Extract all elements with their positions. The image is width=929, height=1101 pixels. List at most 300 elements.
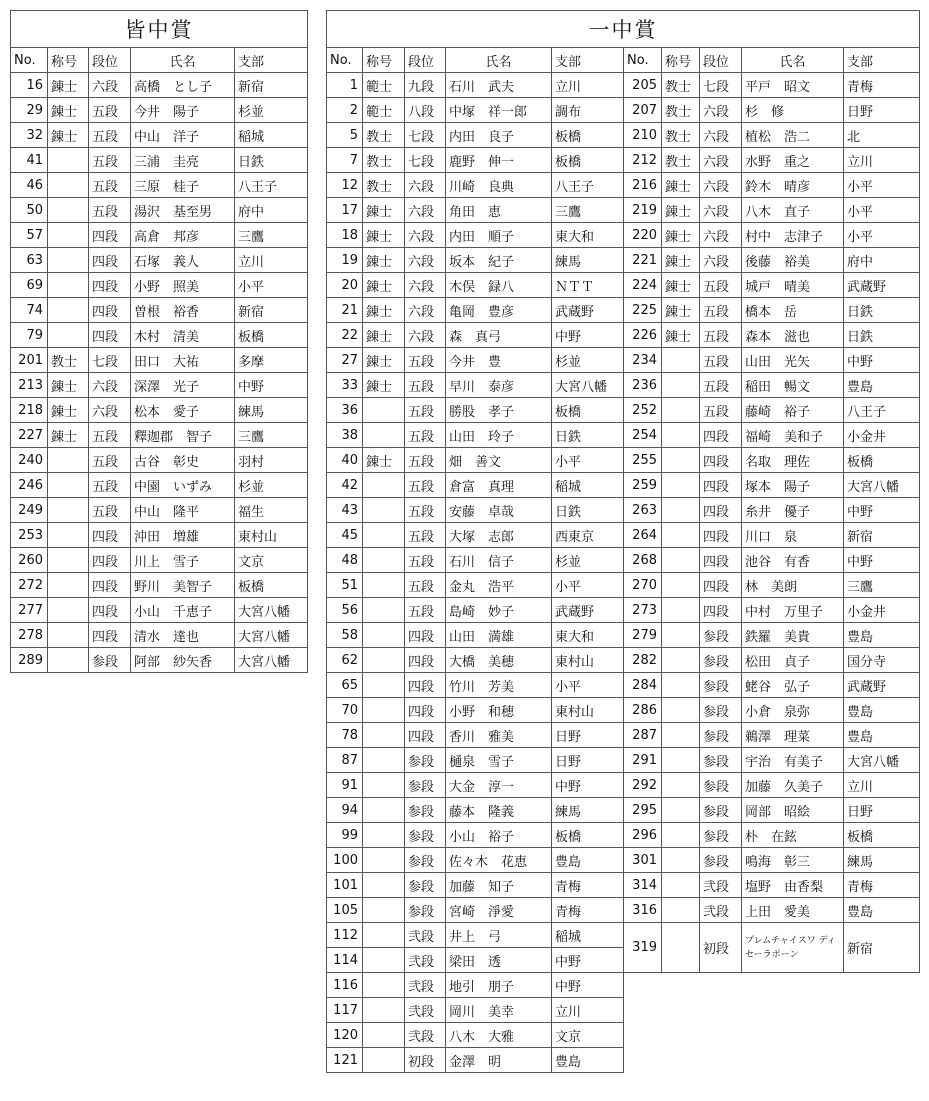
- cell-branch: 豊島: [844, 698, 920, 723]
- cell-no: 36: [327, 398, 363, 423]
- cell-branch: 立川: [552, 73, 624, 98]
- cell-branch: 調布: [552, 98, 624, 123]
- cell-no: 263: [624, 498, 662, 523]
- cell-no: 218: [11, 398, 48, 423]
- kaichu-award-table: [10, 10, 308, 673]
- cell-no: 234: [624, 348, 662, 373]
- cell-rank: 五段: [405, 523, 446, 548]
- cell-branch: 八王子: [235, 173, 308, 198]
- cell-no: 16: [11, 73, 48, 98]
- cell-name: 川口 泉: [742, 523, 844, 548]
- cell-branch: 中野: [552, 773, 624, 798]
- table-row: [327, 498, 920, 523]
- cell-rank: 参段: [405, 873, 446, 898]
- cell-title: 教士: [662, 98, 700, 123]
- cell-no: 78: [327, 723, 363, 748]
- cell-rank: 五段: [700, 298, 742, 323]
- cell-name: 森 真弓: [446, 323, 552, 348]
- cell-title: 錬士: [662, 198, 700, 223]
- cell-name: 内田 順子: [446, 223, 552, 248]
- cell-title: [662, 773, 700, 798]
- cell-rank: 六段: [405, 223, 446, 248]
- cell-name: 加藤 久美子: [742, 773, 844, 798]
- cell-name: 福崎 美和子: [742, 423, 844, 448]
- cell-title: 教士: [662, 73, 700, 98]
- cell-title: [48, 598, 89, 623]
- cell-branch: 青梅: [552, 898, 624, 923]
- cell-title: [48, 473, 89, 498]
- cell-rank: 五段: [405, 498, 446, 523]
- cell-rank: 五段: [89, 123, 131, 148]
- cell-name: 山田 光矢: [742, 348, 844, 373]
- cell-no: 216: [624, 173, 662, 198]
- cell-branch: 日鉄: [552, 498, 624, 523]
- cell-rank: 四段: [405, 623, 446, 648]
- cell-title: 教士: [363, 173, 405, 198]
- cell-name: 清水 達也: [131, 623, 235, 648]
- cell-name: 中園 いずみ: [131, 473, 235, 498]
- cell-title: [48, 248, 89, 273]
- cell-branch: 板橋: [235, 573, 308, 598]
- cell-rank: 参段: [700, 673, 742, 698]
- table-row: [327, 523, 920, 548]
- cell-branch: 小平: [844, 223, 920, 248]
- cell-rank: 参段: [405, 823, 446, 848]
- cell-branch: 多摩: [235, 348, 308, 373]
- cell-branch: 武蔵野: [552, 598, 624, 623]
- cell-rank: 参段: [700, 773, 742, 798]
- cell-no: 41: [11, 148, 48, 173]
- cell-rank: 四段: [405, 648, 446, 673]
- cell-name: 中塚 祥一郎: [446, 98, 552, 123]
- cell-title: [662, 923, 700, 973]
- cell-name: 平戸 昭文: [742, 73, 844, 98]
- cell-branch: 日鉄: [235, 148, 308, 173]
- cell-title: [363, 648, 405, 673]
- cell-no: 278: [11, 623, 48, 648]
- cell-name: 上田 愛美: [742, 898, 844, 923]
- cell-rank: 四段: [700, 573, 742, 598]
- cell-no: 45: [327, 523, 363, 548]
- cell-rank: 弐段: [405, 923, 446, 948]
- cell-no: 65: [327, 673, 363, 698]
- cell-name: 金丸 浩平: [446, 573, 552, 598]
- header-rank: 段位: [700, 48, 742, 73]
- cell-rank: 五段: [405, 448, 446, 473]
- cell-name: プレムチャイスワ ディ セーラポーン: [742, 923, 844, 973]
- table-row: [327, 623, 920, 648]
- cell-title: 錬士: [662, 173, 700, 198]
- cell-rank: 弐段: [405, 973, 446, 998]
- cell-name: 竹川 芳美: [446, 673, 552, 698]
- cell-title: [662, 398, 700, 423]
- cell-title: [363, 1023, 405, 1048]
- cell-branch: 豊島: [844, 898, 920, 923]
- cell-name: 三原 桂子: [131, 173, 235, 198]
- cell-branch: 新宿: [235, 73, 308, 98]
- cell-rank: 五段: [700, 323, 742, 348]
- table-row: [327, 423, 920, 448]
- cell-title: [363, 598, 405, 623]
- cell-branch: 練馬: [235, 398, 308, 423]
- cell-branch: 練馬: [552, 248, 624, 273]
- cell-branch: 杉並: [235, 98, 308, 123]
- cell-no: 74: [11, 298, 48, 323]
- header-branch: 支部: [235, 48, 308, 73]
- cell-title: [363, 873, 405, 898]
- cell-no: 33: [327, 373, 363, 398]
- table-row: [11, 273, 308, 298]
- cell-branch: 府中: [235, 198, 308, 223]
- cell-no: 301: [624, 848, 662, 873]
- cell-no: 236: [624, 373, 662, 398]
- cell-branch: 東大和: [552, 223, 624, 248]
- cell-rank: 参段: [700, 648, 742, 673]
- cell-rank: 五段: [405, 348, 446, 373]
- cell-name: 中村 万里子: [742, 598, 844, 623]
- cell-rank: 五段: [89, 173, 131, 198]
- cell-branch: ＮＴＴ: [552, 273, 624, 298]
- cell-title: 錬士: [662, 223, 700, 248]
- table-row: [11, 423, 308, 448]
- cell-name: 野川 美智子: [131, 573, 235, 598]
- cell-rank: 参段: [700, 798, 742, 823]
- table-row: [11, 173, 308, 198]
- cell-rank: 四段: [89, 273, 131, 298]
- table-row: [327, 298, 920, 323]
- cell-title: 教士: [662, 123, 700, 148]
- table-row: [327, 923, 920, 948]
- cell-rank: 参段: [700, 723, 742, 748]
- cell-rank: 四段: [700, 598, 742, 623]
- cell-title: [363, 723, 405, 748]
- cell-no: 42: [327, 473, 363, 498]
- table-row: [327, 148, 920, 173]
- cell-branch: 文京: [552, 1023, 624, 1048]
- cell-no: 210: [624, 123, 662, 148]
- cell-title: 錬士: [363, 323, 405, 348]
- table-row: [327, 73, 920, 98]
- cell-title: 錬士: [363, 298, 405, 323]
- cell-name: 蛯谷 弘子: [742, 673, 844, 698]
- cell-no: 116: [327, 973, 363, 998]
- cell-name: 水野 重之: [742, 148, 844, 173]
- cell-rank: 五段: [405, 423, 446, 448]
- cell-rank: 七段: [405, 148, 446, 173]
- cell-name: 鉄羅 美貴: [742, 623, 844, 648]
- cell-title: 錬士: [363, 223, 405, 248]
- table-row: [327, 798, 920, 823]
- cell-branch: 青梅: [844, 73, 920, 98]
- cell-branch: 杉並: [235, 473, 308, 498]
- cell-no: 255: [624, 448, 662, 473]
- header-branch: 支部: [844, 48, 920, 73]
- cell-title: [363, 898, 405, 923]
- cell-name: 釋迦郡 智子: [131, 423, 235, 448]
- cell-branch: 小平: [844, 173, 920, 198]
- header-row: [11, 48, 308, 73]
- table-row: [327, 573, 920, 598]
- cell-title: [363, 698, 405, 723]
- cell-name: 藤本 隆義: [446, 798, 552, 823]
- cell-rank: 四段: [89, 598, 131, 623]
- table-row: [11, 73, 308, 98]
- cell-name: 後藤 裕美: [742, 248, 844, 273]
- header-no: No.: [624, 48, 662, 73]
- cell-name: 稲田 暢文: [742, 373, 844, 398]
- cell-no: 246: [11, 473, 48, 498]
- table-row: [327, 323, 920, 348]
- cell-name: 深澤 光子: [131, 373, 235, 398]
- cell-no: 70: [327, 698, 363, 723]
- cell-branch: 稲城: [552, 473, 624, 498]
- cell-name: 小山 裕子: [446, 823, 552, 848]
- cell-name: 加藤 知子: [446, 873, 552, 898]
- cell-branch: 練馬: [844, 848, 920, 873]
- cell-title: [662, 598, 700, 623]
- cell-rank: 参段: [405, 798, 446, 823]
- cell-branch: 中野: [552, 323, 624, 348]
- cell-no: 117: [327, 998, 363, 1023]
- cell-rank: 五段: [89, 98, 131, 123]
- cell-no: 7: [327, 148, 363, 173]
- cell-no: 292: [624, 773, 662, 798]
- table-row: [327, 448, 920, 473]
- cell-no: 87: [327, 748, 363, 773]
- cell-name: 朴 在鉉: [742, 823, 844, 848]
- cell-no: 121: [327, 1048, 363, 1073]
- header-name: 氏名: [742, 48, 844, 73]
- cell-rank: 参段: [405, 748, 446, 773]
- cell-name: 佐々木 花恵: [446, 848, 552, 873]
- cell-name: 小野 照美: [131, 273, 235, 298]
- cell-name: 岡川 美幸: [446, 998, 552, 1023]
- cell-rank: 四段: [700, 498, 742, 523]
- cell-branch: 中野: [844, 348, 920, 373]
- cell-no: 1: [327, 73, 363, 98]
- cell-branch: 板橋: [235, 323, 308, 348]
- cell-title: [662, 423, 700, 448]
- cell-name: 塩野 由香梨: [742, 873, 844, 898]
- cell-no: 249: [11, 498, 48, 523]
- cell-title: 教士: [363, 148, 405, 173]
- table-row: [327, 173, 920, 198]
- cell-rank: 六段: [700, 148, 742, 173]
- cell-title: 錬士: [48, 398, 89, 423]
- cell-rank: 六段: [405, 273, 446, 298]
- cell-rank: 六段: [405, 198, 446, 223]
- cell-branch: 東村山: [235, 523, 308, 548]
- cell-title: [662, 698, 700, 723]
- cell-no: 57: [11, 223, 48, 248]
- cell-branch: 稲城: [235, 123, 308, 148]
- cell-branch: 文京: [235, 548, 308, 573]
- cell-title: 範士: [363, 73, 405, 98]
- cell-branch: 板橋: [552, 148, 624, 173]
- cell-branch: 立川: [235, 248, 308, 273]
- cell-title: [363, 623, 405, 648]
- cell-title: 錬士: [363, 448, 405, 473]
- cell-name: 内田 良子: [446, 123, 552, 148]
- cell-branch: 西東京: [552, 523, 624, 548]
- cell-no: 212: [624, 148, 662, 173]
- cell-no: 63: [11, 248, 48, 273]
- cell-rank: 参段: [700, 698, 742, 723]
- cell-branch: 稲城: [552, 923, 624, 948]
- cell-rank: 五段: [89, 498, 131, 523]
- cell-name: 坂本 紀子: [446, 248, 552, 273]
- table-row: [327, 373, 920, 398]
- cell-name: 石塚 義人: [131, 248, 235, 273]
- cell-no: 32: [11, 123, 48, 148]
- cell-branch: 豊島: [552, 1048, 624, 1073]
- table-row: [327, 1023, 920, 1048]
- cell-rank: 六段: [405, 298, 446, 323]
- table-title: 一中賞: [327, 11, 920, 48]
- cell-rank: 五段: [89, 148, 131, 173]
- table-row: [11, 248, 308, 273]
- cell-title: [363, 423, 405, 448]
- cell-no: 2: [327, 98, 363, 123]
- cell-title: [48, 148, 89, 173]
- cell-title: 錬士: [363, 273, 405, 298]
- cell-title: [48, 173, 89, 198]
- cell-rank: 七段: [700, 73, 742, 98]
- cell-no: 17: [327, 198, 363, 223]
- cell-name: 鹿野 伸一: [446, 148, 552, 173]
- cell-rank: 六段: [700, 248, 742, 273]
- table-row: [327, 473, 920, 498]
- cell-branch: 板橋: [552, 123, 624, 148]
- cell-title: [363, 398, 405, 423]
- cell-no: 48: [327, 548, 363, 573]
- cell-no: 38: [327, 423, 363, 448]
- cell-branch: 豊島: [844, 623, 920, 648]
- table-row: [327, 873, 920, 898]
- cell-rank: 五段: [89, 423, 131, 448]
- cell-name: 金澤 明: [446, 1048, 552, 1073]
- cell-name: 石川 信子: [446, 548, 552, 573]
- cell-name: 松本 愛子: [131, 398, 235, 423]
- table-row: [327, 723, 920, 748]
- cell-no: 101: [327, 873, 363, 898]
- header-title: 称号: [662, 48, 700, 73]
- cell-rank: 初段: [405, 1048, 446, 1073]
- cell-branch: 日野: [552, 748, 624, 773]
- cell-title: [662, 648, 700, 673]
- cell-no: 273: [624, 598, 662, 623]
- table-row: [327, 898, 920, 923]
- cell-name: 梁田 透: [446, 948, 552, 973]
- cell-rank: 五段: [700, 273, 742, 298]
- cell-title: 錬士: [48, 373, 89, 398]
- cell-title: 教士: [48, 348, 89, 373]
- cell-rank: 参段: [405, 848, 446, 873]
- cell-no: 27: [327, 348, 363, 373]
- cell-no: 91: [327, 773, 363, 798]
- table-row: [11, 373, 308, 398]
- cell-name: 糸井 優子: [742, 498, 844, 523]
- cell-no: 221: [624, 248, 662, 273]
- cell-title: [363, 848, 405, 873]
- cell-no: 220: [624, 223, 662, 248]
- cell-no: 295: [624, 798, 662, 823]
- cell-name: 古谷 彰史: [131, 448, 235, 473]
- cell-branch: 三鷹: [552, 198, 624, 223]
- cell-no: 40: [327, 448, 363, 473]
- cell-no: 50: [11, 198, 48, 223]
- cell-title: 錬士: [48, 423, 89, 448]
- cell-rank: 五段: [405, 473, 446, 498]
- table-row: [11, 123, 308, 148]
- cell-branch: 三鷹: [844, 573, 920, 598]
- cell-no: 219: [624, 198, 662, 223]
- cell-name: 角田 恵: [446, 198, 552, 223]
- cell-name: 安藤 卓哉: [446, 498, 552, 523]
- cell-title: [48, 298, 89, 323]
- cell-no: 316: [624, 898, 662, 923]
- cell-no: 12: [327, 173, 363, 198]
- cell-name: 岡部 昭絵: [742, 798, 844, 823]
- table-row: [11, 573, 308, 598]
- cell-title: [662, 523, 700, 548]
- cell-branch: 中野: [552, 948, 624, 973]
- cell-branch: 中野: [552, 973, 624, 998]
- cell-no: 114: [327, 948, 363, 973]
- cell-branch: 北: [844, 123, 920, 148]
- table-row: [11, 348, 308, 373]
- table-row: [327, 223, 920, 248]
- cell-rank: 五段: [405, 598, 446, 623]
- cell-branch: 日鉄: [844, 298, 920, 323]
- cell-rank: 参段: [405, 898, 446, 923]
- cell-no: 240: [11, 448, 48, 473]
- table-row: [11, 198, 308, 223]
- cell-title: [662, 723, 700, 748]
- cell-rank: 五段: [89, 448, 131, 473]
- cell-branch: 東村山: [552, 648, 624, 673]
- cell-branch: 板橋: [844, 823, 920, 848]
- cell-name: 香川 雅美: [446, 723, 552, 748]
- cell-branch: 練馬: [552, 798, 624, 823]
- table-row: [11, 298, 308, 323]
- cell-title: 錬士: [662, 298, 700, 323]
- cell-name: 高橋 とし子: [131, 73, 235, 98]
- cell-title: [48, 548, 89, 573]
- cell-title: [48, 498, 89, 523]
- cell-rank: 五段: [405, 398, 446, 423]
- cell-title: [363, 998, 405, 1023]
- cell-title: [662, 498, 700, 523]
- cell-branch: 八王子: [552, 173, 624, 198]
- cell-name: 亀岡 豊彦: [446, 298, 552, 323]
- cell-name: 木村 清美: [131, 323, 235, 348]
- cell-branch: 立川: [844, 773, 920, 798]
- cell-branch: 日野: [844, 798, 920, 823]
- cell-branch: 杉並: [552, 548, 624, 573]
- cell-name: 塚本 陽子: [742, 473, 844, 498]
- cell-title: [48, 573, 89, 598]
- cell-title: [662, 473, 700, 498]
- header-no: No.: [11, 48, 48, 73]
- cell-branch: 三鷹: [235, 223, 308, 248]
- cell-title: [662, 823, 700, 848]
- cell-rank: 四段: [89, 248, 131, 273]
- cell-rank: 六段: [89, 373, 131, 398]
- cell-name: 森本 滋也: [742, 323, 844, 348]
- cell-branch: 日野: [844, 98, 920, 123]
- cell-no: 51: [327, 573, 363, 598]
